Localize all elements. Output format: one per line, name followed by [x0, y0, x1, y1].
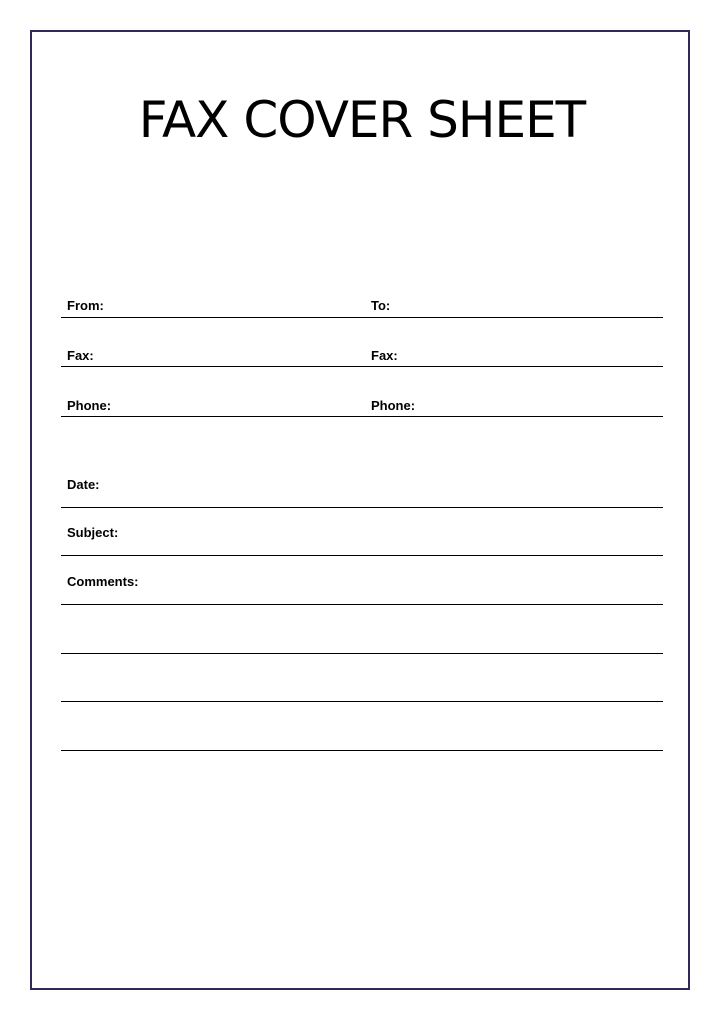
sender-phone-label: Phone: [67, 398, 112, 413]
subject-line[interactable] [61, 555, 663, 556]
comments-line-4[interactable] [61, 750, 663, 751]
comments-line-3[interactable] [61, 701, 663, 702]
date-label: Date: [67, 477, 100, 492]
to-label: To: [371, 298, 391, 313]
sender-fax-label: Fax: [67, 348, 94, 363]
from-label: From: [67, 298, 104, 313]
date-line[interactable] [61, 507, 663, 508]
page-title: FAX COVER SHEET [138, 91, 586, 149]
phone-line[interactable] [61, 416, 663, 417]
recipient-phone-label: Phone: [371, 398, 416, 413]
sheet-border [30, 30, 690, 990]
from-to-line[interactable] [61, 317, 663, 318]
comments-line-1[interactable] [61, 604, 663, 605]
comments-label: Comments: [67, 574, 139, 589]
comments-line-2[interactable] [61, 653, 663, 654]
fax-line[interactable] [61, 366, 663, 367]
recipient-fax-label: Fax: [371, 348, 398, 363]
subject-label: Subject: [67, 525, 119, 540]
